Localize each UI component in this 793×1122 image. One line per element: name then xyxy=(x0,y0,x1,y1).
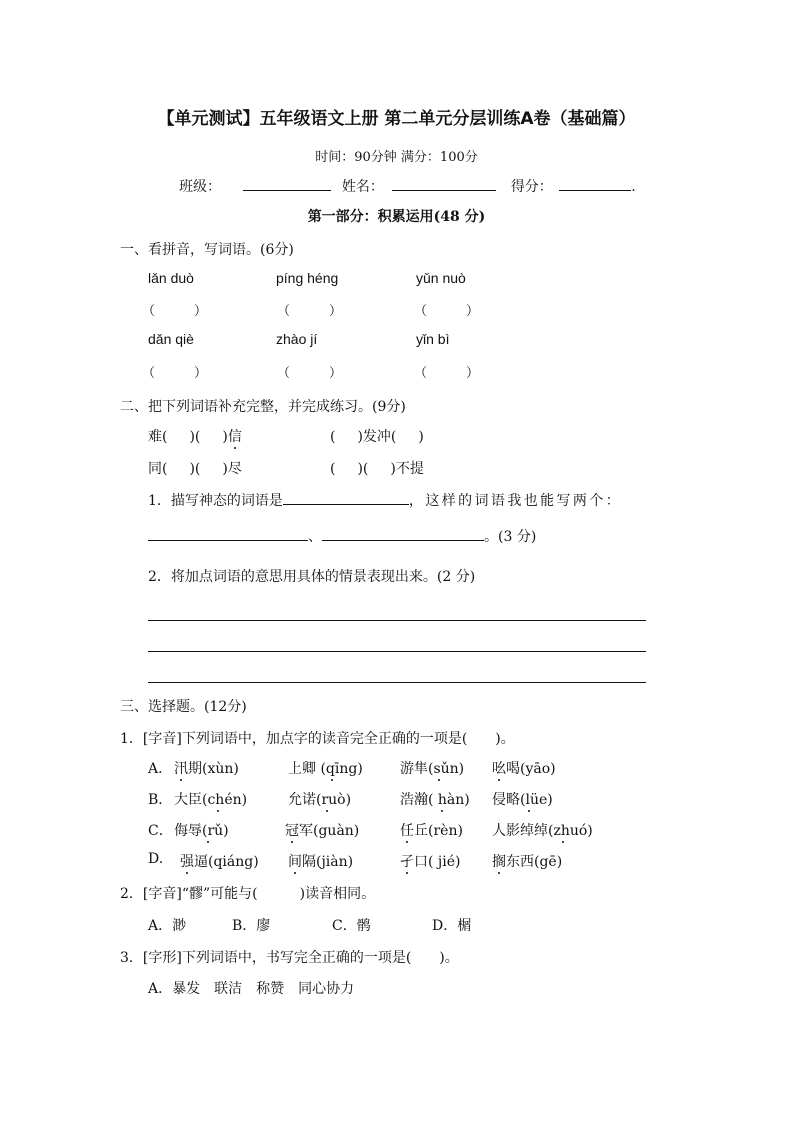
name-blank[interactable] xyxy=(392,176,496,191)
q2-sub1-blank[interactable] xyxy=(283,490,409,505)
word-rest: 口( jié) xyxy=(414,854,461,870)
q2-sub1-end: 。(3 分) xyxy=(484,529,537,545)
q3-item2-option-c[interactable]: C．鹘 xyxy=(332,918,371,934)
idiom-fill-3-part: )尽 xyxy=(222,461,242,477)
choice-a-word-4 xyxy=(492,758,556,778)
name-label: 姓名： xyxy=(341,179,384,195)
choice-b-word-2 xyxy=(288,789,351,809)
dotted-char-with-reading: 瀚( hàn) xyxy=(414,789,470,809)
q2-sub1-text-b: ，这样的词语我也能写两个： xyxy=(408,493,623,509)
q3-item3-stem: 3．[字形]下列词语中，书写完全正确的一项是( )。 xyxy=(120,950,459,966)
choice-a-word-1 xyxy=(174,758,239,778)
choice-b-word-4 xyxy=(492,789,553,809)
idiom-fill-3-part: )( xyxy=(189,461,201,477)
dotted-char-with-reading: 绰(zhuó) xyxy=(534,820,593,840)
answer-box-4[interactable]: （ ） xyxy=(142,366,208,381)
choice-d-word-3 xyxy=(400,851,460,871)
word-lead: 允 xyxy=(288,792,302,808)
choice-c-word-3 xyxy=(400,820,463,840)
word-rest: 军(guàn) xyxy=(299,823,360,839)
info-end: . xyxy=(631,179,636,195)
q2-sub2: 2．将加点词语的意思用具体的情景表现出来。(2 分) xyxy=(148,569,476,585)
q3-item3-option-a[interactable]: A．暴发 联洁 称赞 同心协力 xyxy=(148,981,355,997)
idiom-fill-1[interactable] xyxy=(148,426,242,446)
q3-item2-option-d[interactable]: D．榍 xyxy=(432,918,472,934)
choice-c-word-4 xyxy=(492,820,593,840)
choice-b-word-3 xyxy=(400,789,470,809)
q3-item2-option-b[interactable]: B．廖 xyxy=(232,918,271,934)
exam-meta: 时间：90分钟 满分：100分 xyxy=(315,150,478,165)
dotted-char: 强 xyxy=(180,851,194,871)
dotted-char: 冠 xyxy=(285,820,299,840)
answer-box-6[interactable]: （ ） xyxy=(414,366,480,381)
dotted-char-with-reading: 臣(chén) xyxy=(188,789,247,809)
dotted-char: 信 xyxy=(228,426,242,446)
class-blank[interactable] xyxy=(243,176,331,191)
pinyin-5: zhào jí xyxy=(276,331,318,347)
idiom-fill-1-part: ) xyxy=(222,429,228,445)
choice-b-word-1 xyxy=(174,789,247,809)
dotted-char: 孑 xyxy=(400,851,414,871)
word-rest: 隔(jiàn) xyxy=(302,854,354,870)
word-lead: 人影绰 xyxy=(492,823,534,839)
idiom-fill-3[interactable] xyxy=(148,458,242,478)
idiom-fill-2-part: )发冲( xyxy=(357,429,397,445)
word-rest: 丘(rèn) xyxy=(414,823,463,839)
word-lead: 侮 xyxy=(174,823,188,839)
answer-line-3[interactable] xyxy=(148,682,646,683)
word-lead: 上 xyxy=(288,761,302,777)
answer-box-1[interactable]: （ ） xyxy=(142,304,208,319)
word-rest: 东西(gē) xyxy=(506,854,563,870)
score-label: 得分： xyxy=(510,179,553,195)
dotted-char: 吆 xyxy=(492,758,506,778)
dotted-char-with-reading: 诺(ruò) xyxy=(302,789,351,809)
dotted-char: 任 xyxy=(400,820,414,840)
choice-d-word-2 xyxy=(288,851,353,871)
q2-sub1-line2 xyxy=(148,526,536,546)
answer-line-2[interactable] xyxy=(148,651,646,652)
answer-line-1[interactable] xyxy=(148,620,646,621)
idiom-fill-2-part: ( xyxy=(330,429,336,445)
q2-sub1-blank-2[interactable] xyxy=(148,526,308,541)
q2-heading: 二、把下列词语补充完整，并完成练习。(9分) xyxy=(120,399,406,415)
dotted-char-with-reading: 隼(sǔn) xyxy=(414,758,464,778)
idiom-fill-2[interactable] xyxy=(330,426,424,446)
answer-box-3[interactable]: （ ） xyxy=(414,304,480,319)
student-info-line xyxy=(179,176,636,196)
choice-a-word-2 xyxy=(288,758,363,778)
idiom-fill-1-part: )( xyxy=(189,429,201,445)
choice-b-label[interactable]: B． xyxy=(148,792,173,808)
answer-box-2[interactable]: （ ） xyxy=(277,304,343,319)
answer-box-5[interactable]: （ ） xyxy=(277,366,343,381)
choice-d-label[interactable]: D. xyxy=(148,851,164,867)
choice-c-word-2 xyxy=(285,820,359,840)
q3-heading: 三、选择题。(12分) xyxy=(120,699,247,715)
q1-heading: 一、看拼音，写词语。(6分) xyxy=(120,242,294,258)
dotted-char: 间 xyxy=(288,851,302,871)
dotted-char-with-reading: 辱(rǔ) xyxy=(188,820,229,840)
idiom-fill-1-part: 难( xyxy=(148,429,168,445)
class-label: 班级： xyxy=(179,179,221,195)
idiom-fill-4[interactable] xyxy=(330,458,424,478)
word-rest: 期(xùn) xyxy=(188,761,239,777)
idiom-fill-2-part: ) xyxy=(418,429,424,445)
word-lead: 浩 xyxy=(400,792,414,808)
pinyin-4: dǎn qiè xyxy=(148,331,194,347)
q3-item2-stem: 2．[字音]“髎”可能与( )读音相同。 xyxy=(120,886,376,902)
page-title: 【单元测试】五年级语文上册 第二单元分层训练A卷（基础篇） xyxy=(157,109,636,129)
dotted-char-with-reading: 略(lüe) xyxy=(506,789,553,809)
word-lead: 大 xyxy=(174,792,188,808)
word-lead: 游 xyxy=(400,761,414,777)
idiom-fill-4-part: )( xyxy=(357,461,369,477)
q2-sub1 xyxy=(148,490,622,510)
pinyin-1: lǎn duò xyxy=(148,270,194,286)
choice-a-label[interactable]: A． xyxy=(148,761,173,777)
choice-c-label[interactable]: C． xyxy=(148,823,173,839)
word-rest: 逼(qiáng) xyxy=(194,854,259,870)
q2-sub1-blank-3[interactable] xyxy=(322,526,484,541)
part1-heading: 第一部分：积累运用(48 分) xyxy=(307,209,486,225)
q2-sub1-sep: 、 xyxy=(308,529,322,545)
pinyin-2: píng héng xyxy=(276,270,339,286)
idiom-fill-4-part: ( xyxy=(330,461,336,477)
choice-d-word-1 xyxy=(180,851,259,871)
word-rest: 喝(yāo) xyxy=(506,761,556,777)
dotted-char: 搁 xyxy=(492,851,506,871)
idiom-fill-3-part: 同( xyxy=(148,461,168,477)
pinyin-3: yǔn nuò xyxy=(416,270,466,286)
q3-item1-stem: 1．[字音]下列词语中，加点字的读音完全正确的一项是( )。 xyxy=(120,731,515,747)
dotted-char: 汛 xyxy=(174,758,188,778)
choice-c-word-1 xyxy=(174,820,229,840)
choice-a-word-3 xyxy=(400,758,464,778)
idiom-fill-4-part: )不提 xyxy=(390,461,424,477)
q2-sub1-text: 1．描写神态的词语是 xyxy=(148,493,283,509)
word-lead: 侵 xyxy=(492,792,506,808)
score-blank[interactable] xyxy=(559,176,631,191)
q3-item2-option-a[interactable]: A．渺 xyxy=(148,918,187,934)
dotted-char-with-reading: 卿 (qīng) xyxy=(302,758,363,778)
pinyin-6: yǐn bì xyxy=(416,331,450,347)
choice-d-word-4 xyxy=(492,851,562,871)
